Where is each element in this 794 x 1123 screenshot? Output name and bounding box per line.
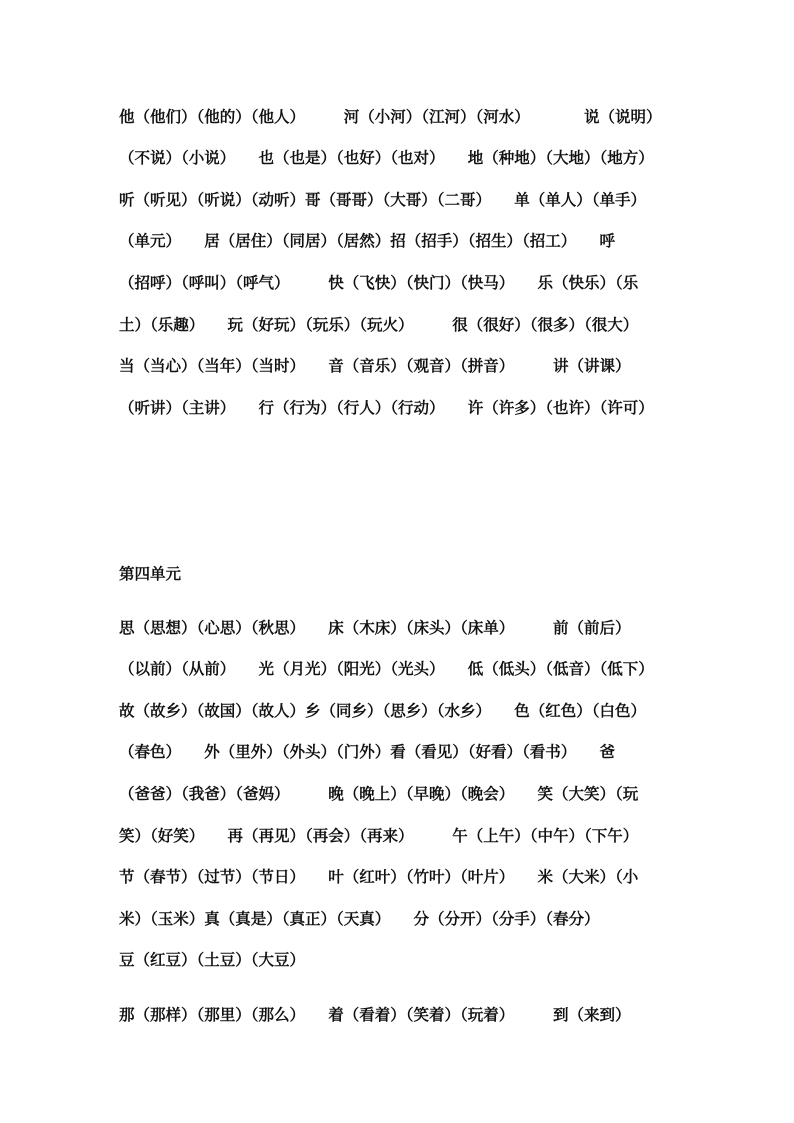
text-line: 听（听见）（听说）（动听）哥（哥哥）（大哥）（二哥） 单（单人）（单手） [119, 191, 647, 209]
text-line: （单元） 居（居住）（同居）（居然）招（招手）（招生）（招工） 呼 [119, 232, 616, 250]
text-line: （以前）（从前） 光（月光）（阳光）（光头） 低（低头）（低音）（低下） [119, 660, 654, 678]
text-line: 节（春节）（过节）（节日） 叶（红叶）（竹叶）（叶片） 米（大米）（小 [119, 868, 639, 886]
text-line: （听讲）（主讲） 行（行为）（行人）（行动） 许（许多）（也许）（许可） [119, 399, 654, 417]
text-line: （爸爸）（我爸）（爸妈） 晚（晚上）（早晚）（晚会） 笑（大笑）（玩 [119, 785, 639, 803]
text-line: 豆（红豆）（土豆）（大豆） [119, 951, 306, 969]
text-line: （不说）（小说） 也（也是）（也好）（也对） 地（种地）（大地）（地方） [119, 149, 654, 167]
text-line: 思（思想）（心思）（秋思） 床（木床）（床头）（床单） 前（前后） [119, 619, 631, 637]
text-line: 那（那样）（那里）（那么） 着（看着）（笑着）（玩着） 到（来到） [119, 1006, 631, 1024]
text-line: 米）（玉米）真（真是）（真正）（天真） 分（分开）（分手）（春分） [119, 910, 600, 928]
text-line: 土）（乐趣） 玩（好玩）（玩乐）（玩火） 很（很好）（很多）（很大） [119, 316, 639, 334]
text-line: 当（当心）（当年）（当时） 音（音乐）（观音）（拼音） 讲（讲课） [119, 357, 631, 375]
text-line: 他（他们）（他的）（他人） 河（小河）（江河）（河水） 说（说明） [119, 108, 662, 126]
text-line: 笑）（好笑） 再（再见）（再会）（再来） 午（上午）（中午）（下午） [119, 827, 639, 845]
section-heading: 第四单元 [119, 565, 182, 583]
text-line: （春色） 外（里外）（外头）（门外）看（看见）（好看）（看书） 爸 [119, 743, 616, 761]
text-line: （招呼）（呼叫）（呼气） 快（飞快）（快门）（快马） 乐（快乐）（乐 [119, 274, 639, 292]
text-line: 故（故乡）（故国）（故人）乡（同乡）（思乡）（水乡） 色（红色）（白色） [119, 702, 647, 720]
